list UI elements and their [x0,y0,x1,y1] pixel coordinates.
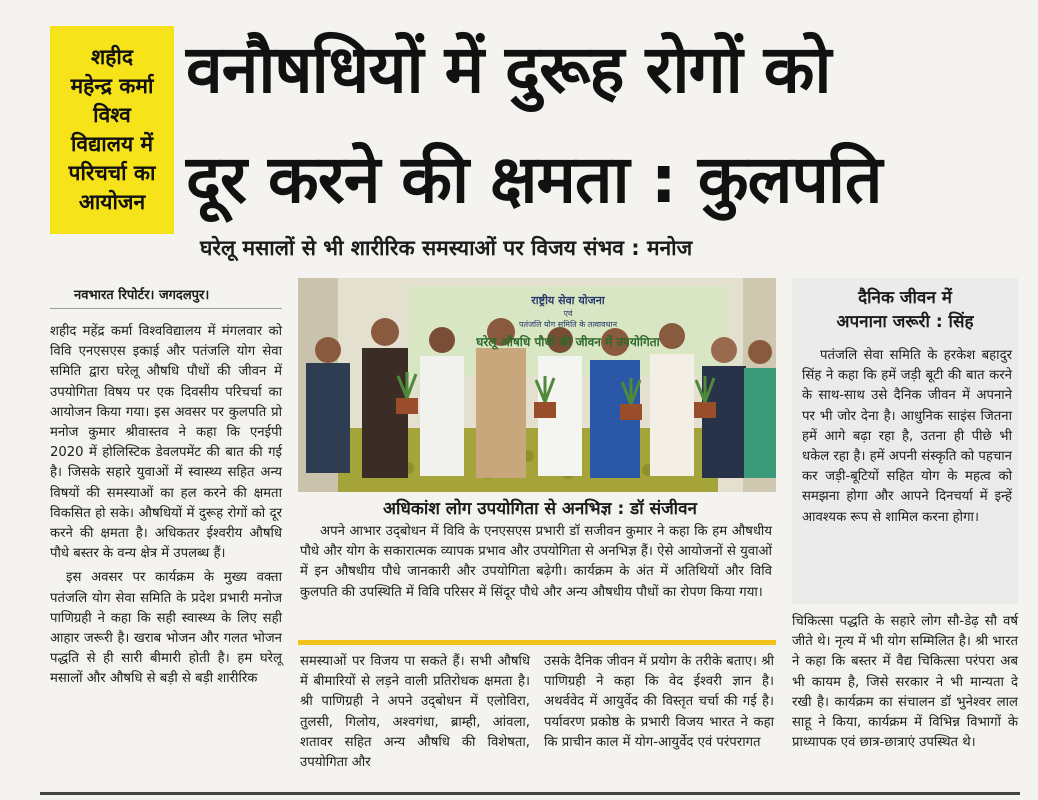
event-photo-illustration [298,278,776,492]
col1-paragraph-1: शहीद महेंद्र कर्मा विश्वविद्यालय में मंगलवार को विवि एनएसएस इकाई और पतंजलि योग सेवा समिति द्वारा घरेलू औषधि पौधों की जीवन में उपयोगिता विषय पर एक दिवसीय परिचर्चा का आयोजन किया गया। इस अवसर पर कुलपति प्रो मनोज कुमार श्रीवास्तव ने कहा कि एनईपी 2020 में होलिस्टिक डेवलपमेंट की बात की गई है। जिसके सहारे युवाओं में स्वास्थ्य सहित अन्य विषयों की समस्याओं का हल करने की क्षमता विकसित हो सके। औषधियों में दुरूह रोगों को दूर करने की क्षमता है। अधिकतर ईश्वरीय औषधि पौधे बस्तर के वन्य क्षेत्र में उपलब्ध हैं। [50,324,282,562]
banner-line-2: एवं [563,309,573,318]
banner-line-1: राष्ट्रीय सेवा योजना [531,294,605,307]
page-bottom-rule [40,792,1020,795]
side-line: आयोजन [78,190,146,214]
column-3-bottom: उसके दैनिक जीवन में प्रयोग के तरीके बताए। श्री पाणिग्रही ने कहा कि वेद ईश्वरी ज्ञान है। अथर्ववेद में आयुर्वेद की विस्तृत चर्चा की गई है। पर्यावरण प्रकोष्ठ के प्रभारी विजय भारत ने कहा कि प्राचीन काल में योग-आयुर्वेद एवं परंपरागत [544,654,774,750]
column-2-bottom: समस्याओं पर विजय पा सकते हैं। सभी औषधि में बीमारियों से लड़ने वाली प्रतिरोधक क्षमता है। श्री पाणिग्रही ने अपने उद्‌बोधन में एलोविरा, तुलसी, गिलोय, अश्वगंधा, ब्राम्ही, आंवला, शतावर सहित अन्य औषधि की विशेषता, उपयोगिता और [300,654,530,771]
caption-title: अधिकांश लोग उपयोगिता से अनभिज्ञ : डॉ संजीवन [383,499,697,519]
side-line: महेन्द्र कर्मा [70,74,154,98]
banner-line-4: घरेलू औषधि पौधों की जीवन में उपयोगिता [476,335,660,349]
side-line: परिचर्चा का [68,161,156,185]
side-story-title [800,286,1010,334]
headline-line-2: दूर करने की क्षमता : कुलपति [186,141,882,218]
side-story-title-line-1: दैनिक जीवन में [858,288,952,308]
event-photo [298,278,776,492]
col1-paragraph-2: इस अवसर पर कार्यक्रम के मुख्य वक्ता पतंजलि योग सेवा समिति के प्रदेश प्रभारी मनोज पाणिग्रही ने कहा कि सही स्वास्थ्य के लिए सही आहार जरूरी है। खराब भोजन और गलत भोजन पद्धति से ही सारी बीमारी होती है। हम घरेलू मसालों और औषधि से बड़ी से बड़ी शारीरिक [50,570,282,687]
subheadline: घरेलू मसालों से भी शारीरिक समस्याओं पर विजय संभव : मनोज [200,236,693,260]
headline-line-1: वनौषधियों में दुरूह रोगों को [186,31,831,108]
side-story-body: पतंजलि सेवा समिति के हरकेश बहादुर सिंह ने कहा कि हमें जड़ी बूटी की बात करने के साथ-साथ उसे दैनिक जीवन में अपनाने पर भी जोर देना है। आधुनिक साइंस जितना हमें आगे बढ़ा रहा है, उतना ही पीछे भी धकेल रहा है। हमें अपनी संस्कृति को पहचान कर जड़ी-बूटियों सहित योग के महत्व को समझना होगा और आपने दिनचर्या में इन्हें आवश्यक रूप से शामिल करना होगा। [802,348,1012,525]
side-story-title-line-2: अपनाना जरूरी : सिंह [836,312,974,332]
side-line: विश्व [93,103,131,127]
side-headline-box [50,26,174,234]
side-line: शहीद [90,45,134,69]
side-line: विद्यालय में [70,132,154,156]
byline-rule [50,308,282,309]
column-1 [50,322,282,690]
banner-line-3: पतंजलि योग समिति के तत्वावधान [518,320,618,329]
column-4-bottom: चिकित्सा पद्धति के सहारे लोग सौ-डेढ़ सौ वर्ष जीते थे। नृत्य में भी योग सम्मिलित है। श्री भारत ने कहा कि बस्तर में वैद्य चिकित्सा परंपरा अब भी कायम है, जिसे सरकार ने भी मान्यता दे रखी है। कार्यक्रम का संचालन डॉ भुनेश्वर लाल साहू ने किया, कार्यक्रम में विभिन्न विभागों के प्राध्यापक एवं छात्र-छात्राएं उपस्थित थे। [792,614,1018,751]
byline: नवभारत रिपोर्टर। जगदलपुर। [74,288,210,303]
caption-body: अपने आभार उद्‌बोधन में विवि के एनएसएस प्रभारी डॉ सजीवन कुमार ने कहा कि हम औषधीय पौधे और योग के सकारात्मक व्यापक प्रभाव और उपयोगिता से अनभिज्ञ हैं। ऐसे आयोजनों से युवाओं में इन औषधीय पौधे जानकारी और उपयोगिता बढ़ेगी। कार्यक्रम के अंत में अतिथियों और विवि कुलपति की उपस्थिति में विवि परिसर में सिंदूर पौधे और अन्य औषधीय पौधों का रोपण किया गया। [300,524,772,600]
orange-separator [298,640,776,645]
